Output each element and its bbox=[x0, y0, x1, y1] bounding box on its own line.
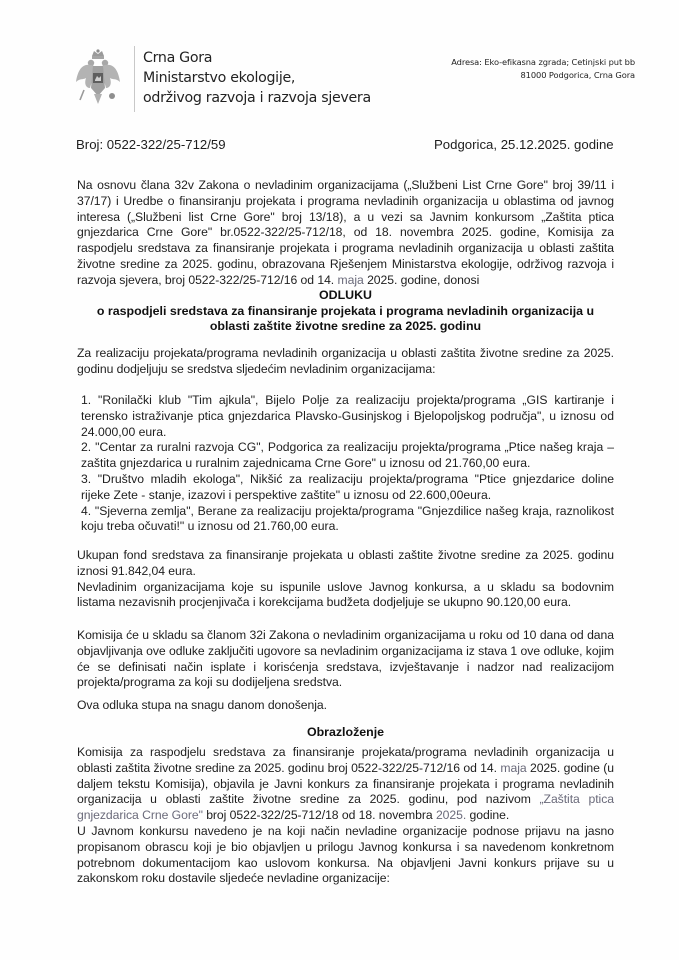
address-line-2: 81000 Podgorica, Crna Gora bbox=[520, 70, 635, 80]
decision-heading bbox=[77, 288, 614, 335]
document-date: Podgorica, 25.12.2025. godine bbox=[434, 137, 614, 152]
grants-list bbox=[81, 393, 614, 535]
reasoning-text-b: 2025. godine (u daljem tekstu Komisija), objavila je Javni konkurs za finansiranje projekata i programa nevladinih organizacija u oblasti zaštite životne sredine za 2025. godinu, pod nazivom bbox=[77, 760, 615, 807]
ministry-name-line-1: Ministarstvo ekologije, bbox=[143, 70, 296, 86]
reasoning-paragraph-1 bbox=[77, 745, 614, 824]
decision-title: ODLUKU bbox=[319, 288, 372, 302]
reasoning-heading bbox=[77, 725, 614, 741]
reasoning-paragraph-2 bbox=[77, 824, 614, 887]
effective-text: Ova odluka stupa na snagu danom donošenja. bbox=[77, 698, 327, 712]
decision-subtitle-line-2: oblasti zaštite životne sredine za 2025. godinu bbox=[209, 319, 482, 334]
grant-item-4: 4. "Sjeverna zemlja", Berane za realizaciju projekta/programa "Gnjezdilice našeg kraja, raznolikost koju treba očuvati!" u iznosu od 21.760,00 eura. bbox=[81, 503, 614, 534]
preamble-month: maja bbox=[337, 272, 364, 287]
effective-paragraph bbox=[77, 698, 614, 714]
reasoning-text-a: Komisija za raspodjelu sredstava za finansiranje projekata/programa nevladinih organizacija u oblasti zaštita životne sredine za 2025. godinu broj 0522-322/25-712/16 od 14. bbox=[77, 745, 614, 775]
grant-item-1: 1. "Ronilački klub "Tim ajkula", Bijelo Polje za realizaciju projekta/programa „GIS kartiranje i terensko istraživanje ptica gnjezdarica Plavsko-Gusinjskog i Bjelopoljskog područja", u iznosu od 24.000,00 eura. bbox=[81, 393, 614, 439]
decision-subtitle-line-1: o raspodjeli sredstava za finansiranje projekata i programa nevladinih organizacija u bbox=[96, 303, 595, 318]
intro-paragraph bbox=[77, 346, 614, 378]
reasoning-month: maja bbox=[500, 760, 527, 775]
preamble-end: 2025. godine, donosi bbox=[367, 272, 480, 287]
grant-item-2: 2. "Centar za ruralni razvoja CG", Podgorica za realizaciju projekta/programa „Ptice našeg kraja – zaštita gnjezdarica u ruralnim zajednicama Crne Gore" u iznosu od 21.760,00 eura. bbox=[81, 440, 614, 471]
reasoning-year: 2025. bbox=[435, 808, 467, 823]
coat-of-arms-icon bbox=[74, 48, 122, 110]
commission-text: Komisija će u skladu sa članom 32i Zakona o nevladinim organizacijama u roku od 10 dana od dana objavljivanja ove odluke zaključiti ugovore sa nevladinim organizacijama iz stava 1 ove odluke, kojim će se definisati način isplate i korisćenja sredstava, izvještavanje i nadzor nad realizacijom projekta/programa za koji su dodijeljena sredstva. bbox=[77, 628, 614, 690]
reasoning-contest-name: „Zaštita ptica gnjezdarica Crne Gore" bbox=[77, 792, 614, 823]
preamble-text: Na osnovu člana 32v Zakona o nevladinim organizacijama („Službeni List Crne Gore" broj 39/11 i 37/17) i Uredbe o finansiranju projekata i programa nevladinih organizacija u oblastima od javnog interesa („Službeni list Crne Gore" broj 13/18), a u vezi sa Javnim konkursom „Zaštita ptica gnjezdarica Crne Gore" br.0522-322/25-712/18, od 18. novembra 2025. godine, Komisija za raspodjelu sredstava za finansiranje projekata i programa nevladinih organizacija u oblasti zaštita životne sredine za 2025. godinu, obrazovana Rješenjem Ministarstva ekologije, održivog razvoja i razvoja sjevera, broj 0522-322/25-712/16 od 14. bbox=[77, 178, 614, 287]
document-number: Broj: 0522-322/25-712/59 bbox=[76, 137, 226, 152]
country-name: Crna Gora bbox=[143, 50, 213, 66]
ministry-address bbox=[451, 56, 635, 82]
letterhead bbox=[74, 48, 371, 112]
intro-text: Za realizaciju projekata/programa nevladinih organizacija u oblasti zaštita životne sredine za 2025. godinu dodjeljuju se sredstva sljedećim nevladinim organizacijama: bbox=[77, 346, 614, 376]
ministry-name-line-2: održivog razvoja i razvoja sjevera bbox=[143, 90, 371, 106]
fund-total-text: Ukupan fond sredstava za finansiranje projekata u oblasti zaštite životne sredine za 2025. godinu iznosi 91.842,04 eura. bbox=[77, 548, 614, 578]
ministry-name bbox=[143, 48, 371, 108]
reasoning-text-c: broj 0522-322/25-712/18 od 18. novembra bbox=[206, 808, 433, 823]
reasoning-text-d: godine. bbox=[469, 808, 510, 823]
commission-paragraph bbox=[77, 628, 614, 691]
grant-item-3: 3. "Društvo mladih ekologa", Nikšić za realizaciju projekta/programa "Ptice gnjezdarice doline rijeke Zete - stanje, izazovi i perspektive zaštite" u iznosu od 22.600,00eura. bbox=[81, 471, 614, 502]
header-divider bbox=[134, 46, 135, 112]
fund-paragraph bbox=[77, 548, 614, 611]
reasoning-title: Obrazloženje bbox=[306, 725, 385, 739]
fund-allocated-text: Nevladinim organizacijama koje su ispunile uslove Javnog konkursa, a u skladu sa bodovnim listama nezavisnih procjenjivača i korekcijama budžeta dodjeljuje se ukupno 90.120,00 eura. bbox=[77, 579, 614, 610]
address-line-1: Adresa: Eko-efikasna zgrada; Cetinjski put bb bbox=[451, 57, 635, 67]
reasoning-text-p2: U Javnom konkursu navedeno je na koji način nevladine organizacije podnose prijavu na jasno propisanom obrascu koji je bio objavljen u prilogu Javnog konkursa i sa navedenom konkretnom potrebnom dokumentacijom kao uslovom konkursa. Na objavljeni Javni konkurs prijave su u zakonskom roku dostavile sljedeće nevladine organizacije: bbox=[77, 824, 614, 886]
preamble-paragraph bbox=[77, 178, 614, 289]
